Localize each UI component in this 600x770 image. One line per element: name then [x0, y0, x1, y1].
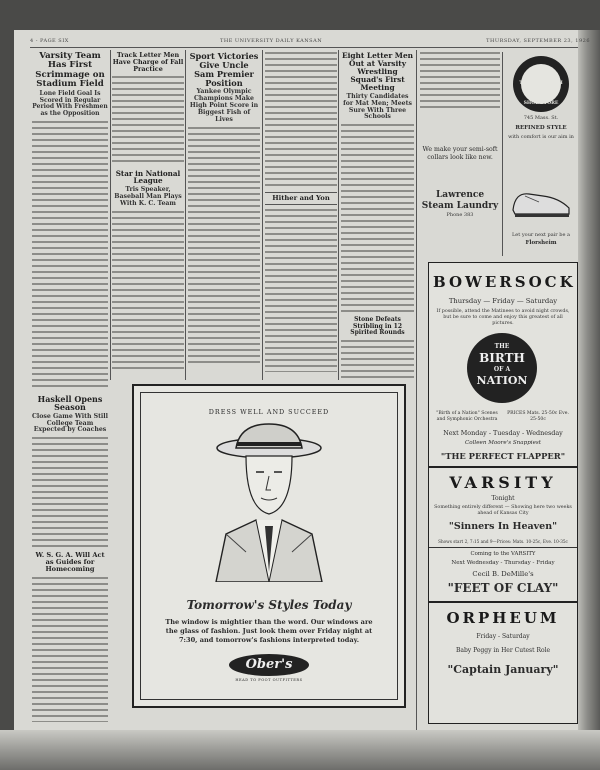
logo-text: OF A: [493, 366, 511, 373]
ad-slogan: REFINED STYLE: [515, 125, 567, 131]
divider: [429, 466, 577, 468]
spot-cash-ad: [502, 52, 579, 256]
logo-tagline: HEAD TO FOOT OUTFITTERS: [235, 678, 303, 682]
film-title: "THE PERFECT FLAPPER": [440, 451, 566, 461]
ad-text: "Birth of a Nation" Scenes and Symphonic Orchestra: [436, 411, 498, 422]
film-title: "FEET OF CLAY": [447, 581, 559, 595]
ad-text: Cecil B. DeMille's: [472, 570, 534, 578]
theater-name-varsity: VARSITY: [449, 473, 557, 492]
article-headline: Track Letter Men Have Charge of Fall Practice: [112, 52, 184, 73]
laundry-name: Lawrence Steam Laundry: [421, 190, 499, 211]
article-headline: Stone Defeats Stribling in 12 Spirited Rounds: [350, 316, 405, 337]
article-subhead: Close Game With Still College Team Expected by Coaches: [32, 412, 108, 434]
ad-text: We make your semi-soft collars look like new.: [422, 146, 498, 161]
article-subhead: Lone Field Goal Is Scored in Regular Period With Freshmen as the Opposition: [32, 90, 108, 117]
logo-text: THE: [494, 343, 510, 350]
column-3: [188, 52, 260, 372]
column-rule: [110, 50, 111, 380]
article-body: [32, 437, 108, 549]
article-body: [341, 340, 414, 382]
divider: [429, 547, 577, 548]
show-days: Thursday — Friday — Saturday: [448, 297, 558, 305]
article-subhead: Yankee Olympic Champions Make High Point Score in Biggest Fish of Lives: [189, 88, 259, 123]
ad-text: Let your next pair be a: [511, 232, 570, 238]
article-headline: Star in National League: [115, 168, 181, 186]
ad-text: Baby Peggy in Her Cutest Role: [455, 647, 551, 654]
show-days: Tonight: [491, 495, 515, 502]
article-body: [265, 52, 337, 188]
column-rule: [416, 50, 417, 730]
ad-text: If possible, attend the Matinees to avoid night crowds, but be sure to come and enjoy this greatest of all pictures.: [436, 309, 570, 326]
article-body: [420, 52, 500, 110]
article-body: [32, 577, 108, 722]
logo-text: BIRTH: [479, 351, 525, 365]
article-headline: Varsity Team Has First Scrimmage on Stadium Field: [35, 52, 105, 89]
article-subhead: Thirty Candidates for Mat Men; Meets Sure With Three Schools: [343, 92, 412, 121]
divider: [429, 601, 577, 603]
page-number: 4 - PAGE SIX: [30, 38, 69, 44]
shoe-store-seal: [513, 56, 569, 112]
column-rule: [338, 50, 339, 380]
masthead: [30, 36, 590, 46]
column-4: [265, 52, 337, 372]
show-days: Next Monday - Tuesday - Wednesday: [443, 429, 563, 437]
shoe-illustration: [509, 182, 573, 222]
article-headline: Sport Victories Give Uncle Sam Premier Position: [189, 52, 259, 88]
theater-listings: [428, 262, 578, 724]
column-2: [112, 52, 184, 372]
film-title: "Captain January": [447, 663, 559, 676]
page-bottom-edge: [0, 730, 600, 770]
shoe-store-seal-text: THE SPOT CASH SHOE STORE: [519, 81, 563, 106]
laundry-ad: [420, 140, 500, 256]
column-1: [32, 52, 108, 722]
theater-name-bowersock: BOWERSOCK: [433, 273, 576, 291]
masthead-rule: [30, 47, 578, 48]
article-headline: Eight Letter Men Out at Varsity Wrestling Squad's First Meeting: [341, 52, 414, 92]
page-stack-edge: [578, 30, 600, 770]
logo-text: NATION: [476, 374, 528, 387]
column-heading: Hither and Yon: [265, 192, 337, 205]
article-body: [112, 76, 184, 166]
ad-text: Coming to the VARSITY: [470, 551, 536, 557]
column-rule: [262, 50, 263, 380]
man-in-hat-illustration: [206, 422, 332, 582]
ad-text: Colleen Moore's Snappiest: [464, 440, 541, 446]
film-title: "Sinners In Heaven": [448, 521, 558, 532]
article-headline: Haskell Opens Season: [37, 393, 103, 413]
article-subhead: Tris Speaker, Baseball Man Plays With K. C. Team: [114, 186, 182, 207]
ad-headline: Tomorrow's Styles Today: [186, 598, 352, 612]
show-times: Shows start 2, 7:15 and 9—Prices: Mats. 10-25c, Eve. 10-35c: [438, 539, 568, 544]
obers-clothing-ad: [132, 384, 406, 708]
article-body: [32, 121, 108, 391]
date-line: THURSDAY, SEPTEMBER 23, 1926: [486, 38, 590, 44]
show-days: Friday - Saturday: [476, 633, 530, 640]
show-days: Next Wednesday - Thursday - Friday: [451, 560, 555, 566]
article-body: [188, 127, 260, 367]
phone: Phone 383: [446, 212, 474, 218]
ad-text: with comfort is our aim in: [508, 134, 574, 140]
column-rule: [185, 50, 186, 380]
column-6-top: [420, 52, 500, 112]
column-5: [341, 52, 414, 382]
brand-name: Florsheim: [525, 240, 557, 246]
newspaper-title: THE UNIVERSITY DAILY KANSAN: [220, 38, 323, 44]
ad-copy: The window is mightier than the word. Our windows are the glass of fashion. Just look them over Friday night at 7:30, and tomorrow's fashions interpreted today.: [165, 618, 373, 644]
store-address: 745 Mass. St.: [523, 115, 559, 121]
article-body: [341, 124, 414, 314]
prices: PRICES Mats. 25-50c Eve. 25-50c: [507, 411, 569, 422]
article-body: [112, 211, 184, 372]
ad-text: Something entirely different — Showing here two weeks ahead of Kansas City: [434, 505, 572, 516]
obers-logo: Ober's: [229, 654, 309, 676]
article-body: [265, 209, 337, 372]
article-headline: W. S. G. A. Will Act as Guides for Homecoming: [35, 551, 105, 574]
theater-name-orpheum: ORPHEUM: [446, 609, 560, 627]
birth-of-a-nation-logo: [467, 333, 537, 403]
ad-tagline: DRESS WELL AND SUCCEED: [208, 408, 330, 416]
